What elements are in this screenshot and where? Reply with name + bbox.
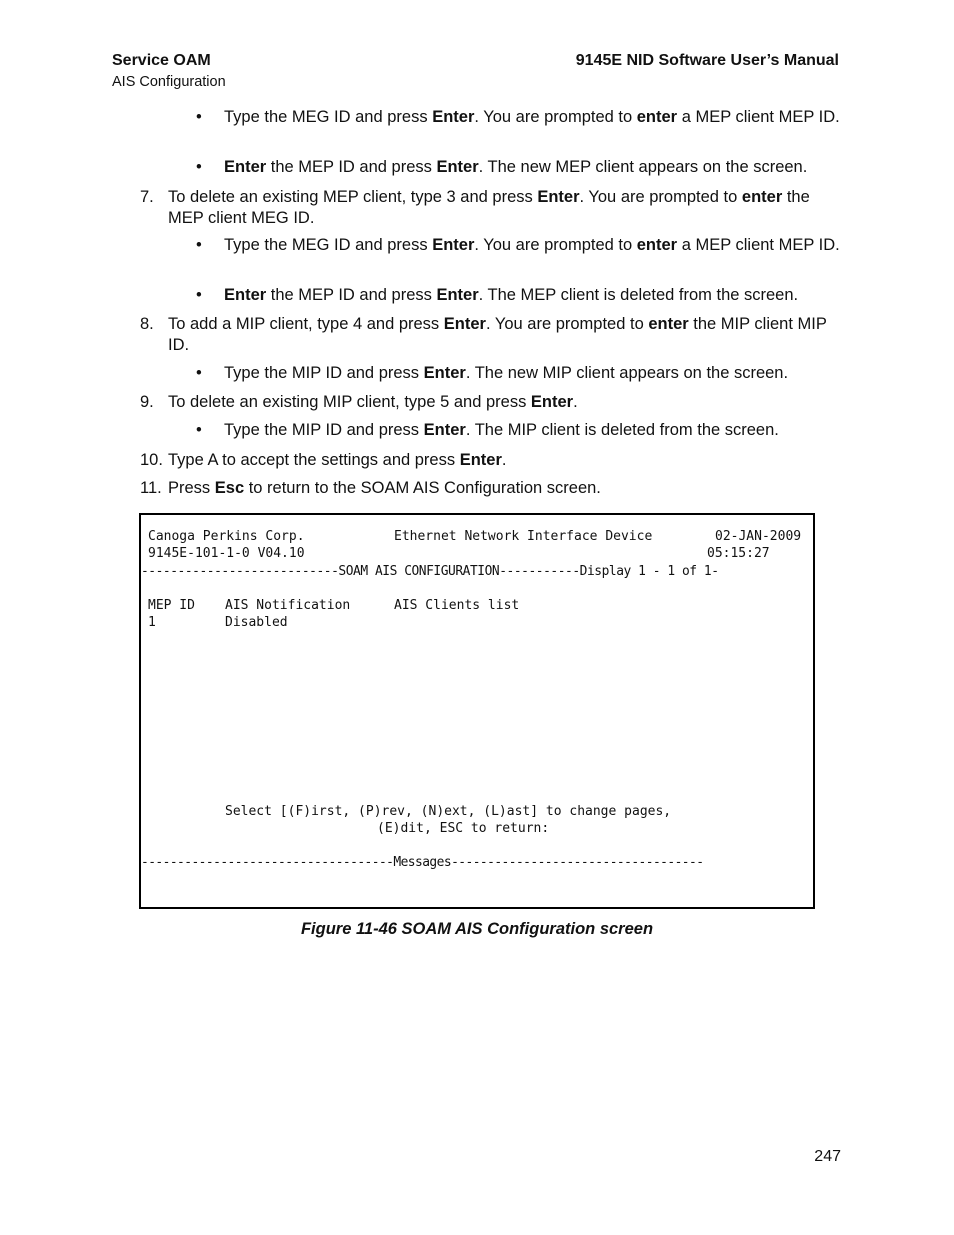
text-bold: Enter bbox=[423, 421, 466, 439]
step-number: 7. bbox=[140, 188, 154, 206]
text-run: the MEP client MEG ID. bbox=[168, 188, 810, 227]
text-bold: enter bbox=[648, 315, 689, 333]
text-run: the MIP client MIP ID. bbox=[168, 315, 827, 354]
text-bold: Enter bbox=[530, 393, 574, 411]
text-run: To add a MIP client, type 4 and press bbox=[168, 315, 444, 333]
step-number: 10. bbox=[140, 451, 163, 469]
bullet-text bbox=[224, 285, 841, 306]
text-run: Type A to accept the settings and press bbox=[168, 451, 460, 469]
step-text bbox=[168, 187, 840, 229]
text-run: the MEP ID and press bbox=[266, 158, 437, 176]
text-bold: Enter bbox=[224, 158, 267, 176]
section-title: Service OAM bbox=[112, 52, 211, 69]
row-ais-notification: Disabled bbox=[225, 615, 288, 630]
text-bold: Enter bbox=[436, 286, 479, 304]
text-run: Type the MIP ID and press bbox=[224, 421, 424, 439]
text-bold: Enter bbox=[432, 108, 475, 126]
screen-date: 02-JAN-2009 bbox=[715, 529, 802, 544]
text-run: . You are prompted to bbox=[474, 108, 637, 126]
text-bold: Enter bbox=[537, 188, 580, 206]
text-run: a MEP client MEP ID. bbox=[677, 108, 840, 126]
step-text bbox=[168, 478, 840, 499]
text-run: Type the MEG ID and press bbox=[224, 108, 433, 126]
column-header-ais-clients: AIS Clients list bbox=[394, 598, 520, 613]
text-run: Type the MIP ID and press bbox=[224, 364, 424, 382]
screen-time: 05:15:27 bbox=[707, 546, 770, 561]
messages-bar: -----------------------------------Messages----------------------------------- bbox=[141, 855, 704, 870]
text-run: . The new MIP client appears on the screen. bbox=[465, 364, 789, 382]
navigation-prompt-line1: Select [(F)irst, (P)rev, (N)ext, (L)ast] to change pages, bbox=[225, 804, 672, 819]
bullet-text bbox=[224, 420, 841, 441]
device-name: Ethernet Network Interface Device bbox=[394, 529, 653, 544]
step-number: 11. bbox=[140, 479, 162, 497]
text-run: . bbox=[573, 393, 578, 411]
text-run: . You are prompted to bbox=[485, 315, 649, 333]
bullet-text bbox=[224, 157, 841, 178]
bullet-text bbox=[224, 107, 841, 128]
text-run: a MEP client MEP ID. bbox=[677, 236, 840, 254]
text-run: Type the MEG ID and press bbox=[224, 236, 433, 254]
step-number: 8. bbox=[140, 315, 154, 333]
company-name: Canoga Perkins Corp. bbox=[148, 529, 305, 544]
navigation-prompt-line2: (E)dit, ESC to return: bbox=[377, 821, 550, 836]
step-number: 9. bbox=[140, 393, 154, 411]
model-version: 9145E-101-1-0 V04.10 bbox=[148, 546, 305, 561]
text-run: . bbox=[501, 451, 507, 469]
text-run: To delete an existing MIP client, type 5 and press bbox=[168, 393, 531, 411]
text-run: . You are prompted to bbox=[579, 188, 742, 206]
bullet-text bbox=[224, 363, 841, 384]
text-run: . The MIP client is deleted from the screen. bbox=[465, 421, 779, 439]
column-header-ais-notification: AIS Notification bbox=[225, 598, 351, 613]
text-bold: Esc bbox=[214, 479, 245, 497]
text-bold: Enter bbox=[443, 315, 486, 333]
text-run: . You are prompted to bbox=[474, 236, 637, 254]
subsection-title: AIS Configuration bbox=[112, 74, 226, 90]
text-bold: Enter bbox=[436, 158, 479, 176]
text-run: to return to the SOAM AIS Configuration screen. bbox=[244, 479, 601, 497]
figure-caption: Figure 11-46 SOAM AIS Configuration screen bbox=[300, 920, 654, 938]
step-text bbox=[168, 450, 840, 471]
text-bold: enter bbox=[636, 108, 678, 126]
text-bold: enter bbox=[741, 188, 783, 206]
manual-title: 9145E NID Software User’s Manual bbox=[575, 52, 839, 69]
terminal-screen bbox=[139, 513, 815, 909]
bullet-dot: • bbox=[196, 364, 202, 382]
bullet-dot: • bbox=[196, 236, 202, 254]
bullet-dot: • bbox=[196, 286, 202, 304]
column-header-mep-id: MEP ID bbox=[148, 598, 195, 613]
step-text bbox=[168, 392, 840, 413]
bullet-text bbox=[224, 235, 841, 256]
bullet-dot: • bbox=[196, 108, 202, 126]
text-bold: enter bbox=[636, 236, 678, 254]
text-bold: Enter bbox=[423, 364, 466, 382]
bullet-dot: • bbox=[196, 158, 202, 176]
text-bold: Enter bbox=[224, 286, 267, 304]
text-bold: Enter bbox=[459, 451, 502, 469]
text-run: Press bbox=[168, 479, 215, 497]
page-number: 247 bbox=[814, 1148, 841, 1165]
step-text bbox=[168, 314, 840, 356]
bullet-dot: • bbox=[196, 421, 202, 439]
text-run: the MEP ID and press bbox=[266, 286, 437, 304]
text-bold: Enter bbox=[432, 236, 475, 254]
row-mep-id: 1 bbox=[148, 615, 156, 630]
text-run: . The new MEP client appears on the screen. bbox=[478, 158, 808, 176]
screen-title-bar: ---------------------------SOAM AIS CONFIGURATION-----------Display 1 - 1 of 1- bbox=[141, 564, 719, 579]
text-run: . The MEP client is deleted from the screen. bbox=[478, 286, 799, 304]
text-run: To delete an existing MEP client, type 3 and press bbox=[168, 188, 538, 206]
